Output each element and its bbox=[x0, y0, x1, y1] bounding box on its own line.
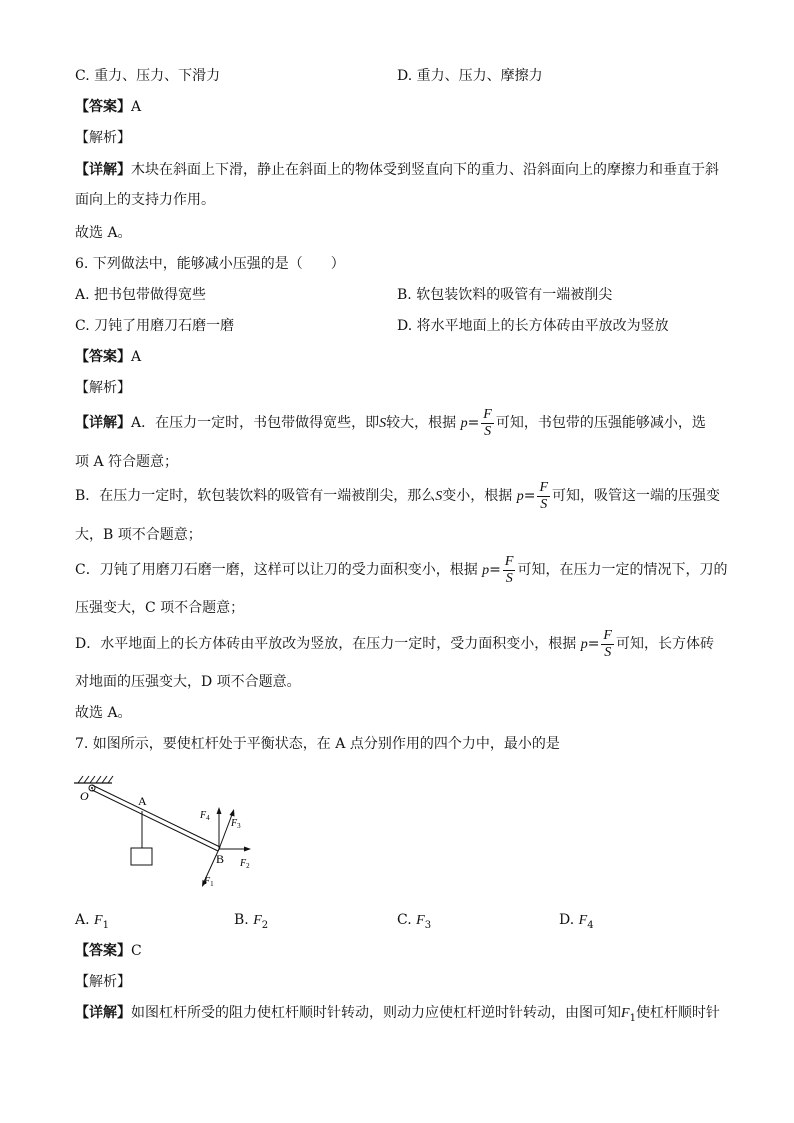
pressure-formula-fraction bbox=[481, 407, 494, 440]
pressure-formula-p: p bbox=[482, 563, 490, 578]
answer-value: A bbox=[131, 349, 142, 365]
q7-question: 7. 如图所示，要使杠杆处于平衡状态，在 A 点分别作用的四个力中，最小的是 bbox=[75, 736, 560, 752]
q6-conclusion: 故选 A。 bbox=[75, 705, 132, 721]
q6-detail-d-line-2: 对地面的压强变大，D 项不合题意。 bbox=[75, 674, 301, 690]
pressure-formula-fraction bbox=[537, 480, 550, 513]
area-variable: S bbox=[435, 489, 443, 504]
area-variable: S bbox=[379, 416, 387, 431]
label-o: O bbox=[80, 789, 89, 803]
fraction-denominator: S bbox=[604, 644, 612, 660]
q5-detail-line-2: 面向上的支持力作用。 bbox=[75, 192, 215, 208]
q6-detail-a-line-2: 项 A 符合题意； bbox=[75, 454, 179, 470]
detail-b-text-3: 可知，吸管这一端的压强变 bbox=[552, 488, 721, 504]
detail-d-text-1: D．水平地面上的长方体砖由平放改为竖放，在压力一定时，受力面积变小，根据 bbox=[75, 636, 577, 652]
q6-analysis-tag: 【解析】 bbox=[75, 380, 131, 396]
fraction-numerator: F bbox=[539, 479, 549, 495]
formula-equals: = bbox=[467, 415, 480, 431]
q5-option-c: C. 重力、压力、下滑力 bbox=[75, 68, 221, 84]
q5-option-d: D. 重力、压力、摩擦力 bbox=[397, 68, 543, 84]
formula-equals: = bbox=[587, 636, 600, 652]
q6-detail-d bbox=[75, 627, 714, 662]
q7-option-d: D. $F_4$ bbox=[559, 912, 594, 931]
fraction-numerator: F bbox=[504, 553, 514, 569]
fraction-numerator: F bbox=[483, 406, 492, 422]
label-a: A bbox=[138, 794, 147, 808]
q6-detail-a bbox=[75, 406, 706, 441]
detail-a-text-2: 较大，根据 bbox=[386, 415, 457, 431]
pressure-formula-p: p bbox=[460, 416, 468, 431]
detail-tag: 【详解】 bbox=[75, 415, 131, 431]
formula-equals: = bbox=[523, 488, 536, 504]
detail-tag: 【详解】 bbox=[75, 162, 131, 178]
hanging-block bbox=[131, 848, 152, 865]
q7-answer-line bbox=[75, 941, 142, 961]
q7-option-c: C. $F_3$ bbox=[397, 912, 432, 931]
q5-conclusion: 故选 A。 bbox=[75, 225, 132, 241]
q6-detail-c bbox=[75, 553, 727, 588]
q5-detail-line bbox=[75, 160, 719, 180]
pressure-formula-p: p bbox=[580, 637, 588, 652]
q6-option-b: B. 软包装饮料的吸管有一端被削尖 bbox=[397, 287, 613, 303]
fraction-numerator: F bbox=[603, 627, 612, 643]
answer-tag: 【答案】 bbox=[75, 349, 131, 365]
detail-text: 木块在斜面上下滑，静止在斜面上的物体受到竖直向下的重力、沿斜面向上的摩擦力和垂直于斜 bbox=[131, 162, 719, 178]
detail-d-text-2: 可知，长方体砖 bbox=[615, 636, 714, 652]
q6-detail-c-line-2: 压强变大，C 项不合题意； bbox=[75, 600, 245, 616]
detail-c-text-2: 可知，在压力一定的情况下，刀的 bbox=[517, 562, 728, 578]
label-f3: $F_3$ bbox=[231, 818, 241, 830]
detail-b-text-2: 变小，根据 bbox=[442, 488, 513, 504]
answer-tag: 【答案】 bbox=[75, 943, 131, 959]
q5-answer-line bbox=[75, 97, 141, 117]
label-f1: $F_1$ bbox=[204, 876, 214, 888]
detail-a-text-1: A．在压力一定时，书包带做得宽些，即 bbox=[131, 415, 380, 431]
lever-figure bbox=[70, 770, 270, 895]
label-f2: $F_2$ bbox=[240, 858, 250, 870]
detail-text-2: 使杠杆顺时针 bbox=[635, 1005, 720, 1021]
formula-equals: = bbox=[489, 562, 501, 578]
q6-option-c: C. 刀钝了用磨刀石磨一磨 bbox=[75, 318, 235, 334]
detail-b-text-1: B．在压力一定时，软包装饮料的吸管有一端被削尖，那么 bbox=[75, 488, 436, 504]
answer-value: C bbox=[131, 943, 142, 959]
q6-option-d: D. 将水平地面上的长方体砖由平放改为竖放 bbox=[397, 318, 669, 334]
ceiling-hatching bbox=[78, 776, 113, 783]
q6-question: 6. 下列做法中，能够减小压强的是（ ） bbox=[75, 256, 345, 272]
fraction-denominator: S bbox=[540, 496, 548, 512]
detail-a-text-3: 可知，书包带的压强能够减小，选 bbox=[495, 415, 706, 431]
q6-answer-line bbox=[75, 347, 141, 367]
detail-text-1: 如图杠杆所受的阻力使杠杆顺时针转动，则动力应使杠杆逆时针转动，由图可知 bbox=[131, 1005, 621, 1021]
label-f4: $F_4$ bbox=[200, 810, 210, 822]
q7-detail-line bbox=[75, 1003, 720, 1029]
q6-option-a: A. 把书包带做得宽些 bbox=[75, 287, 207, 303]
detail-c-text-1: C．刀钝了用磨刀石磨一磨，这样可以让刀的受力面积变小，根据 bbox=[75, 562, 478, 578]
q7-analysis-tag: 【解析】 bbox=[75, 974, 131, 990]
answer-value: A bbox=[131, 99, 142, 115]
q7-option-a: A. $F_1$ bbox=[75, 912, 109, 931]
detail-tag: 【详解】 bbox=[75, 1005, 131, 1021]
q7-option-b: B. $F_2$ bbox=[234, 912, 269, 931]
pressure-formula-fraction bbox=[601, 628, 614, 661]
q5-analysis-tag: 【解析】 bbox=[75, 130, 131, 146]
fraction-denominator: S bbox=[505, 570, 513, 586]
answer-tag: 【答案】 bbox=[75, 99, 131, 115]
fraction-denominator: S bbox=[484, 423, 492, 439]
q6-detail-b bbox=[75, 479, 720, 514]
pressure-formula-p: p bbox=[516, 489, 524, 504]
label-b: B bbox=[216, 852, 225, 866]
q6-detail-b-line-2: 大，B 项不合题意； bbox=[75, 527, 202, 543]
force-variable: F bbox=[621, 1006, 630, 1021]
pressure-formula-fraction bbox=[503, 554, 516, 587]
force-subscript: 1 bbox=[629, 1012, 636, 1024]
